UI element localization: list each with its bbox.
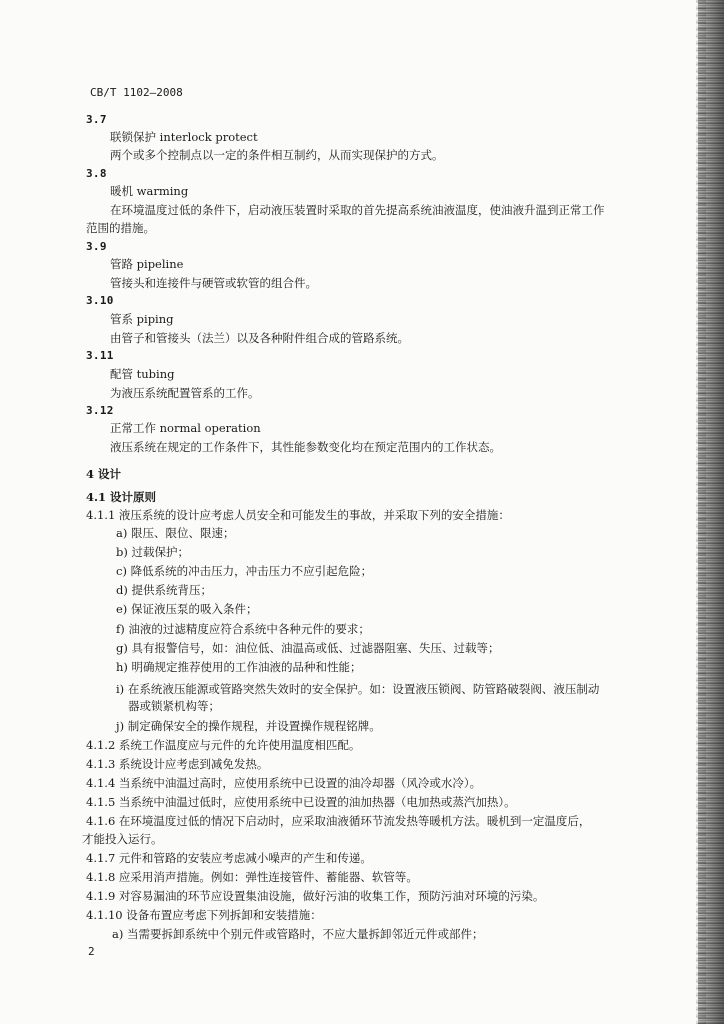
clause-4-1-4: 4.1.4 当系统中油温过高时，应使用系统中已设置的油冷却器（风冷或水冷）。 (86, 776, 482, 790)
clause-4-1-7: 4.1.7 元件和管路的安装应考虑减小噪声的产生和传递。 (86, 851, 372, 865)
list-item-i-continued: 器或锁紧机构等； (128, 699, 220, 713)
definition-text: 由管子和管接头（法兰）以及各种附件组合成的管路系统。 (110, 331, 409, 345)
term-interlock-protect: 联锁保护 interlock protect (110, 130, 258, 144)
definition-text: 两个或多个控制点以一定的条件相互制约，从而实现保护的方式。 (110, 148, 444, 162)
clause-4-1-8: 4.1.8 应采用消声措施。例如：弹性连接管件、蓄能器、软管等。 (86, 870, 418, 884)
section-number-3-11: 3.11 (86, 349, 114, 362)
clause-4-1-2: 4.1.2 系统工作温度应与元件的允许使用温度相匹配。 (86, 738, 361, 752)
section-number-3-12: 3.12 (86, 404, 114, 417)
clause-4-1-9: 4.1.9 对容易漏油的环节应设置集油设施，做好污油的收集工作，预防污油对环境的污染。 (86, 889, 545, 903)
list-item-c: c) 降低系统的冲击压力，冲击压力不应引起危险； (116, 564, 373, 578)
term-tubing: 配管 tubing (110, 367, 175, 381)
scan-shadow-edge-inner (696, 0, 706, 1024)
definition-text: 为液压系统配置管系的工作。 (110, 386, 260, 400)
section-number-3-8: 3.8 (86, 167, 107, 180)
clause-4-1-10: 4.1.10 设备布置应考虑下列拆卸和安装措施： (86, 908, 322, 922)
clause-4-1-1: 4.1.1 液压系统的设计应考虑人员安全和可能发生的事故，并采取下列的安全措施： (86, 508, 510, 522)
term-piping: 管系 piping (110, 312, 174, 326)
clause-4-1-3: 4.1.3 系统设计应考虑到减免发热。 (86, 757, 269, 771)
section-number-3-7: 3.7 (86, 113, 107, 126)
term-warming: 暖机 warming (110, 184, 189, 198)
list-item-b: b) 过载保护； (116, 545, 190, 559)
page-number: 2 (88, 945, 95, 958)
list-item-d: d) 提供系统背压； (116, 583, 213, 597)
list-item-e: e) 保证液压泵的吸入条件； (116, 602, 258, 616)
clause-4-1-6-continued: 才能投入运行。 (82, 832, 163, 846)
list-item-h: h) 明确规定推荐使用的工作油液的品种和性能； (116, 660, 362, 674)
chapter-heading-design: 4 设计 (86, 467, 122, 481)
list-item-j: j) 制定确保安全的操作规程，并设置操作规程铭牌。 (116, 719, 381, 733)
section-number-3-9: 3.9 (86, 240, 107, 253)
term-pipeline: 管路 pipeline (110, 257, 184, 271)
list-item-a-dismantling: a) 当需要拆卸系统中个别元件或管路时，不应大量拆卸邻近元件或部件； (112, 927, 484, 941)
definition-text: 管接头和连接件与硬管或软管的组合件。 (110, 276, 317, 290)
clause-4-1-6: 4.1.6 在环境温度过低的情况下启动时，应采取油液循环节流发热等暖机方法。暖机到一定温度后， (86, 814, 591, 828)
definition-text-continued: 范围的措施。 (86, 221, 155, 235)
definition-text: 液压系统在规定的工作条件下，其性能参数变化均在预定范围内的工作状态。 (110, 440, 501, 454)
section-number-3-10: 3.10 (86, 294, 114, 307)
clause-4-1-5: 4.1.5 当系统中油温过低时，应使用系统中已设置的油加热器（电加热或蒸汽加热）。 (86, 795, 516, 809)
section-heading-design-principles: 4.1 设计原则 (86, 490, 157, 504)
list-item-i: i) 在系统液压能源或管路突然失效时的安全保护。如：设置液压锁阀、防管路破裂阀、液压制动 (116, 682, 600, 696)
list-item-g: g) 具有报警信号，如：油位低、油温高或低、过滤器阻塞、失压、过载等； (116, 641, 500, 655)
list-item-f: f) 油液的过滤精度应符合系统中各种元件的要求； (116, 622, 370, 636)
list-item-a: a) 限压、限位、限速； (116, 526, 235, 540)
term-normal-operation: 正常工作 normal operation (110, 421, 261, 435)
definition-text: 在环境温度过低的条件下，启动液压装置时采取的首先提高系统油液温度，使油液升温到正常工作 (110, 203, 605, 217)
document-code-header: CB/T 1102—2008 (90, 86, 183, 99)
